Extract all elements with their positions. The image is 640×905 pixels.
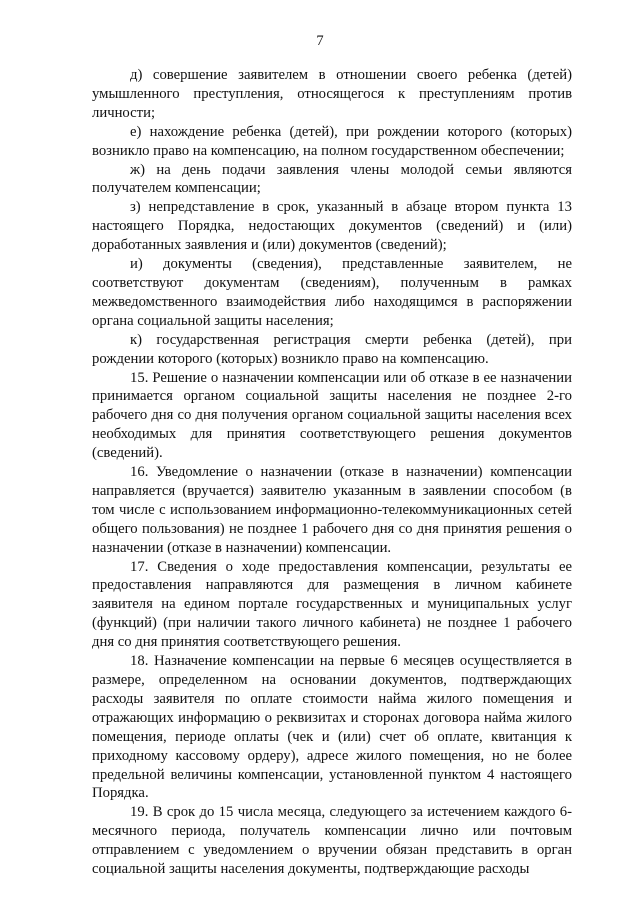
paragraph-item-e: е) нахождение ребенка (детей), при рождении которого (которых) возникло право на компенсацию, на полном государственном обеспечении;	[92, 123, 572, 159]
paragraph-item-k: к) государственная регистрация смерти ребенка (детей), при рождении которого (которых) возникло право на компенсацию.	[92, 331, 572, 367]
paragraph-item-z: з) непредставление в срок, указанный в абзаце втором пункта 13 настоящего Порядка, недостающих документов (сведений) и (или) доработанных заявления и (или) документов (сведений);	[92, 199, 572, 254]
paragraph-16: 16. Уведомление о назначении (отказе в назначении) компенсации направляется (вручается) заявителю указанным в заявлении способом (в том числе с использованием информационно-телекоммуникационных сетей общего пользования) не позднее 1 рабочего дня со дня принятия решения о назначении (отказе в назначении) компенсации.	[92, 464, 572, 556]
paragraph-item-zh: ж) на день подачи заявления члены молодой семьи являются получателем компенсации;	[92, 161, 572, 197]
paragraph-item-d: д) совершение заявителем в отношении своего ребенка (детей) умышленного преступления, относящегося к преступлениям против личности;	[92, 67, 572, 121]
paragraph-item-i: и) документы (сведения), представленные заявителем, не соответствуют документам (сведениям), полученным в рамках межведомственного взаимодействия либо находящимся в распоряжении органа социальной защиты населения;	[92, 256, 572, 329]
paragraph-19: 19. В срок до 15 числа месяца, следующего за истечением каждого 6-месячного периода, получатель компенсации лично или почтовым отправлением с уведомлением о вручении обязан представить в орган социальной защиты населения документы, подтверждающие расходы	[92, 804, 572, 878]
paragraph-15: 15. Решение о назначении компенсации или об отказе в ее назначении принимается органом социальной защиты населения не позднее 2-го рабочего дня со дня получения органом социальной защиты населения всех необходимых для принятия соответствующего решения документов (сведений).	[92, 369, 572, 462]
paragraph-18: 18. Назначение компенсации на первые 6 месяцев осуществляется в размере, определенном на основании документов, подтверждающих расходы заявителя по оплате стоимости найма жилого помещения и отражающих информацию о реквизитах и сторонах договора найма жилого помещения, периоде оплаты (чек и (или) счет об оплате, квитанция к приходному кассовому ордеру), адресе жилого помещения, но не более предельной величины компенсации, установленной пунктом 4 настоящего Порядка.	[92, 653, 572, 802]
paragraph-17: 17. Сведения о ходе предоставления компенсации, результаты ее предоставления направляются для размещения в личном кабинете заявителя на едином портале государственных и муниципальных услуг (функций) (при наличии такого личного кабинета) не позднее 1 рабочего дня со дня принятия соответствующего решения.	[92, 558, 572, 651]
document-body	[92, 66, 572, 879]
page-number: 7	[316, 33, 324, 49]
